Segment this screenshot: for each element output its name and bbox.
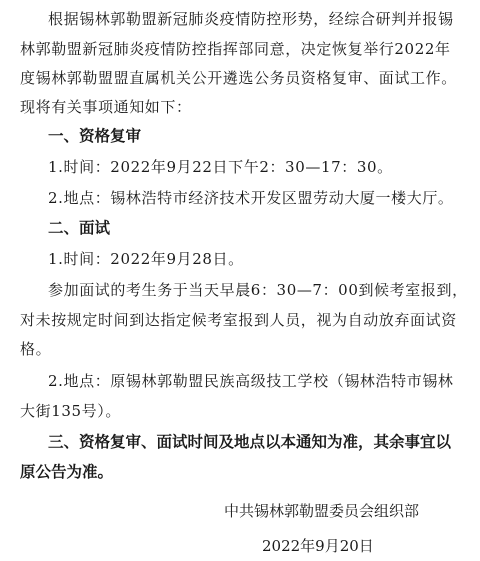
intro-line-4: 现将有关事项通知如下： (20, 98, 192, 116)
qualification-place: 2.地点：锡林浩特市经济技术开发区盟劳动大厦一楼大厅。 (48, 189, 454, 207)
section-heading-interview: 二、面试 (48, 219, 111, 237)
section-heading-qualification: 一、资格复审 (48, 127, 142, 145)
signature-org: 中共锡林郭勒盟委员会组织部 (224, 502, 420, 520)
closing-line-2: 原公告为准。 (20, 463, 114, 481)
interview-time: 1.时间：2022年9月28日。 (48, 250, 244, 268)
intro-line-1: 根据锡林郭勒盟新冠肺炎疫情防控形势，经综合研判并报锡 (48, 10, 454, 28)
interview-place-line-1: 2.地点：原锡林郭勒盟民族高级技工学校（锡林浩特市锡林 (48, 372, 454, 390)
interview-note-line-1: 参加面试的考生务于当天早晨6：30—7：00到候考室报到， (48, 281, 468, 299)
intro-line-2: 林郭勒盟新冠肺炎疫情防控指挥部同意，决定恢复举行2022年 (20, 40, 451, 58)
interview-place-line-2: 大街135号）。 (20, 402, 121, 420)
qualification-time: 1.时间：2022年9月22日下午2：30—17：30。 (48, 158, 393, 176)
interview-note-line-3: 格。 (20, 340, 52, 358)
closing-line-1: 三、资格复审、面试时间及地点以本通知为准，其余事宜以 (48, 433, 452, 451)
intro-line-3: 度锡林郭勒盟盟直属机关公开遴选公务员资格复审、面试工作。 (20, 69, 457, 87)
interview-note-line-2: 对未按规定时间到达指定候考室报到人员，视为自动放弃面试资 (20, 311, 457, 329)
signature-date: 2022年9月20日 (262, 537, 374, 555)
